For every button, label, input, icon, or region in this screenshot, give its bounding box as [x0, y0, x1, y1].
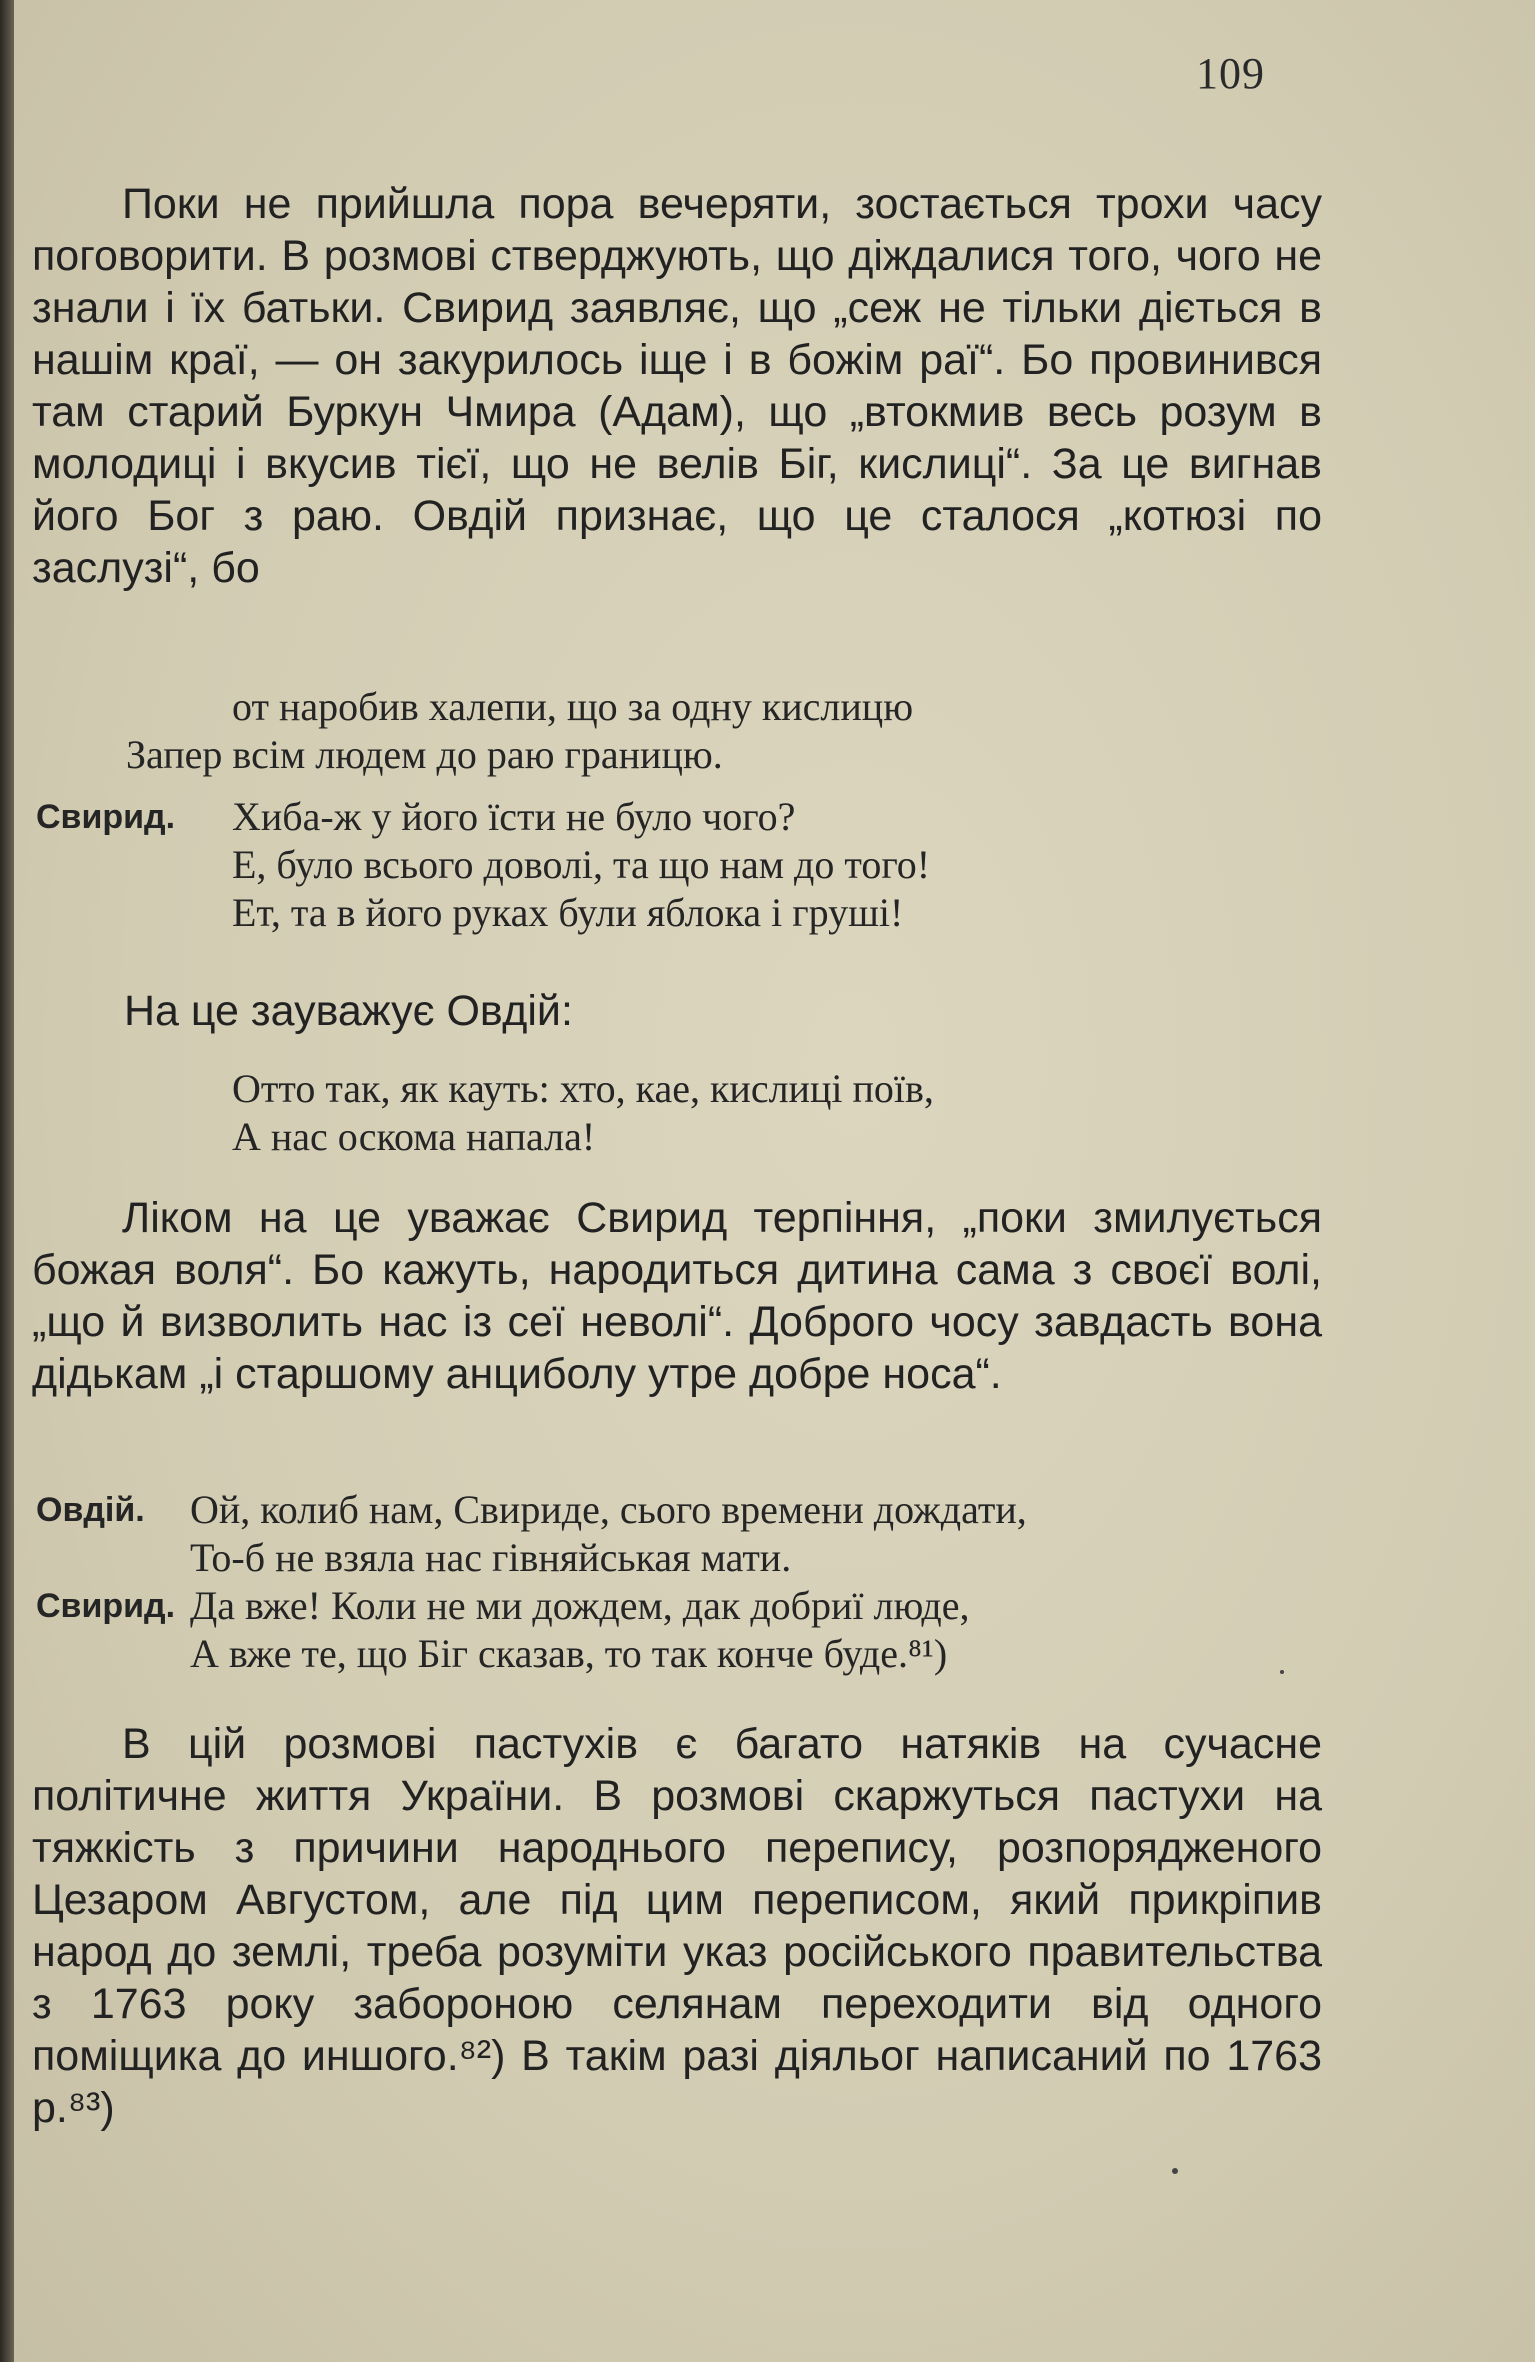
dialog-1-row-2: [36, 841, 930, 889]
dialog-2-line-2: То-б не взяла нас гівняйськая мати.: [190, 1535, 792, 1580]
speaker-label: Свирид.: [36, 1587, 176, 1625]
dialog-2-line-4: А вже те, що Біг сказав, то так конче буде.⁸¹): [190, 1631, 948, 1676]
dialog-block-1: [36, 793, 930, 937]
dialog-block-2: [36, 1486, 1027, 1678]
paragraph-2: [34, 985, 1324, 1037]
dialog-2-row-2: [36, 1534, 1027, 1582]
verse-block-1: [126, 683, 914, 779]
ink-speck: [1172, 2168, 1178, 2174]
paragraph-3-text: Ліком на це уважає Свирид терпіння, „поки змилується божая воля“. Бо кажуть, народиться дитина сама з своєї волі, „що й визволить нас із сеї неволі“. Доброго чосу завдасть вона дідькам „і старшому анциболу утре добре носа“.: [32, 1194, 1322, 1398]
dialog-2-line-1: Ой, колиб нам, Свириде, сього времени дождати,: [190, 1487, 1027, 1532]
paragraph-4: [32, 1718, 1322, 2134]
verse-block-2: [232, 1065, 934, 1161]
dialog-1-line-1: Хиба-ж у його їсти не було чого?: [232, 794, 796, 839]
speaker-label: Овдій.: [36, 1491, 145, 1529]
paragraph-3: [32, 1192, 1322, 1400]
dialog-1-line-3: Ет, та в його руках були яблока і груші!: [232, 890, 904, 935]
paragraph-4-text: В цій розмові пастухів є багато натяків на сучасне політичне життя України. В розмові скаржуться пастухи на тяжкість з причини народнього перепису, розпорядженого Цезаром Августом, але під цим переписом, який прикріпив народ до землі, треба розуміти указ російського правительства з 1763 року забороною селянам переходити від одного поміщика до иншого.⁸²) В такім разі діяльог написаний по 1763 р.⁸³): [32, 1720, 1322, 2132]
book-page: [14, 0, 1535, 2362]
book-spine-edge: [0, 0, 14, 2362]
verse-2-line-1: Отто так, як кауть: хто, кае, кислиці поїв,: [232, 1066, 934, 1111]
dialog-2-line-3: Да вже! Коли не ми дождем, дак добриї люде,: [190, 1583, 970, 1628]
dialog-1-row-3: [36, 889, 930, 937]
paragraph-1-text: Поки не прийшла пора вечеряти, зостається трохи часу поговорити. В розмові стверджують, що діждалися того, чого не знали і їх батьки. Свирид заявляє, що „сеж не тільки діється в нашім краї, — он закурилось іще і в божім раї“. Бо провинився там старий Буркун Чмира (Адам), що „втокмив весь розум в молодиці і вкусив тієї, що не велів Біг, кислиці“. За це вигнав його Бог з раю. Овдій признає, що це сталося „котюзі по заслузі“, бо: [32, 180, 1322, 592]
ink-speck: [1280, 1670, 1284, 1674]
paragraph-2-text: На це зауважує Овдій:: [124, 987, 573, 1035]
dialog-1-line-2: Е, було всього доволі, та що нам до того!: [232, 842, 931, 887]
verse-1-line-2: Запер всім людем до раю границю.: [126, 732, 723, 777]
speaker-label: Свирид.: [36, 798, 176, 836]
page-number: 109: [1196, 49, 1265, 98]
verse-2-line-2: А нас оскома напала!: [232, 1114, 596, 1159]
dialog-1-row-1: [36, 793, 930, 841]
dialog-2-row-3: [36, 1582, 1027, 1630]
verse-1-line-1: от наробив халепи, що за одну кислицю: [232, 684, 914, 729]
dialog-2-row-4: [36, 1630, 1027, 1678]
paragraph-1: [32, 178, 1322, 594]
dialog-2-row-1: [36, 1486, 1027, 1534]
